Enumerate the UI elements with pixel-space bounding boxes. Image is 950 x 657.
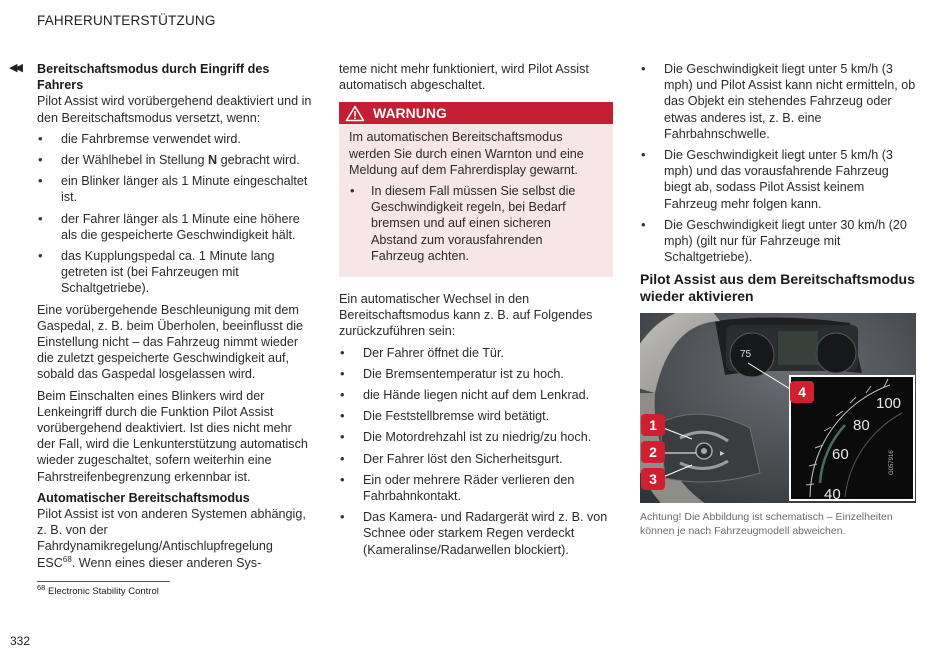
warning-text: Im automatischen Bereitschaftsmodus werden Sie durch einen Warnton und eine Meldung auf dem Fahrerdisplay gewarnt. — [349, 130, 584, 177]
warning-title: WARNUNG — [373, 105, 447, 122]
list-item: • Die Geschwindigkeit liegt unter 5 km/h (3 mph) und Pilot Assist kann nicht ermitteln, ob das Objekt ein stehendes Fahrzeug oder etwas anderes ist, z. B. eine Fahrbahnschwelle. — [640, 61, 916, 142]
auto-switch-paragraph: Ein automatischer Wechsel in den Bereitschaftsmodus kann z. B. auf Folgendes zurückzuführen sein: — [339, 292, 593, 339]
speed-label-40: 40 — [824, 486, 841, 504]
figure-caption: Achtung! Die Abbildung ist schematisch – Einzelheiten können je nach Fahrzeugmodell abweichen. — [640, 511, 893, 537]
auto-switch-list — [339, 345, 613, 558]
esc-text-end: . Wenn eines dieser anderen Sys- — [71, 555, 262, 570]
list-item: • Ein oder mehrere Räder verlieren den Fahrbahnkontakt. — [339, 472, 613, 504]
marker-2: 2 — [649, 444, 657, 461]
standby-conditions-list — [37, 131, 313, 297]
warning-box — [339, 102, 613, 277]
warning-triangle-icon — [345, 105, 365, 122]
speed-label-60: 60 — [832, 446, 849, 464]
steering-wheel-figure — [640, 313, 916, 503]
speed-label-100: 100 — [876, 395, 902, 413]
list-item: • In diesem Fall müssen Sie selbst die Geschwindigkeit regeln, bei Bedarf bremsen und auf einen sicheren Abstand zum vorausfahrenden Fahrzeug achten. — [349, 183, 593, 264]
column-1 — [37, 61, 313, 576]
intro-paragraph: Pilot Assist wird vorübergehend deaktiviert und in den Bereitschaftsmodus versetzt, wenn: — [37, 94, 312, 125]
heading-reactivate: Pilot Assist aus dem Bereitschaftsmodus wieder aktivieren — [640, 271, 915, 305]
column-2 — [339, 61, 613, 563]
footnote-number: 68 — [37, 582, 46, 592]
blinker-paragraph: Beim Einschalten eines Blinkers wird der Lenkeingriff durch die Funktion Pilot Assist vorübergehend deaktiviert. Ist dies nicht mehr der Fall, wird die Lenkunterstützung automatisch wieder zugeschaltet, sofern weiterhin eine Fahrstreifenbegrenzung erkennbar ist. — [37, 388, 308, 484]
column-3 — [640, 61, 916, 538]
page-number: 332 — [10, 634, 31, 648]
list-item: • Die Bremsentemperatur ist zu hoch. — [339, 366, 613, 382]
warning-list — [349, 183, 593, 264]
esc-text: Pilot Assist ist von anderen Systemen abhängig, z. B. von der Fahrdynamikregelung/Antischlupfregelung ESC — [37, 507, 306, 570]
list-item — [37, 131, 313, 147]
list-item: • Der Fahrer löst den Sicherheitsgurt. — [339, 451, 613, 467]
heading-automatic-standby: Automatischer Bereitschaftsmodus — [37, 490, 250, 505]
list-item — [37, 211, 313, 243]
footnote-divider — [37, 581, 170, 582]
list-item: • Der Fahrer öffnet die Tür. — [339, 345, 613, 361]
list-item-text: der Fahrer länger als 1 Minute eine höhere als die gespeicherte Geschwindigkeit hält. — [61, 211, 300, 242]
footnote-text: Electronic Stability Control — [47, 586, 159, 597]
gear-position-n: N — [208, 153, 218, 168]
list-item-text: der Wählhebel in Stellung — [61, 153, 209, 168]
list-item-text: das Kupplungspedal ca. 1 Minute lang getreten ist (bei Fahrzeugen mit Schaltgetriebe). — [61, 249, 275, 296]
list-item: • Die Feststellbremse wird betätigt. — [339, 408, 613, 424]
heading-standby-driver: Bereitschaftsmodus durch Eingriff des Fahrers — [37, 62, 270, 93]
list-item: • Das Kamera- und Radargerät wird z. B. von Schnee oder starkem Regen verdeckt (Kameralinse/Radarwellen blockiert). — [339, 509, 613, 558]
list-item-text: die Fahrbremse verwendet wird. — [61, 131, 241, 146]
list-item — [37, 152, 313, 168]
figure-code: G057916 — [889, 450, 895, 476]
speed-conditions-list — [640, 61, 916, 265]
marker-1: 1 — [649, 417, 657, 434]
footnote-ref[interactable]: 68 — [62, 554, 72, 564]
warning-body — [339, 124, 613, 277]
acceleration-paragraph: Eine vorübergehende Beschleunigung mit dem Gaspedal, z. B. beim Überholen, beeinflusst die Einstellung nicht – das Fahrzeug nimmt wieder die zuletzt gespeicherte Geschwindigkeit auf, sobald das Gaspedal losgelassen wird. — [37, 302, 304, 382]
esc-paragraph — [37, 506, 313, 571]
list-item — [37, 248, 313, 297]
warning-header — [339, 102, 613, 124]
list-item: • Die Motordrehzahl ist zu niedrig/zu hoch. — [339, 429, 613, 445]
continuation-paragraph: teme nicht mehr funktioniert, wird Pilot Assist automatisch abgeschaltet. — [339, 62, 589, 93]
marker-4: 4 — [798, 384, 806, 401]
list-item — [37, 173, 313, 205]
svg-text:▶: ▶ — [720, 451, 725, 458]
section-header: FAHRERUNTERSTÜTZUNG — [37, 13, 216, 28]
list-item-text: gebracht wird. — [217, 153, 300, 168]
list-item: • Die Geschwindigkeit liegt unter 30 km/h (20 mph) (gilt nur für Fahrzeuge mit Schaltgetriebe). — [640, 217, 916, 266]
list-item: • Die Geschwindigkeit liegt unter 5 km/h (3 mph) und das vorausfahrende Fahrzeug biegt ab, sodass Pilot Assist keinem Fahrzeug mehr folgen kann. — [640, 147, 916, 212]
list-item-text: ein Blinker länger als 1 Minute eingeschaltet ist. — [61, 174, 308, 205]
list-item: • die Hände liegen nicht auf dem Lenkrad. — [339, 387, 613, 403]
back-arrow-icon[interactable]: ◀◀ — [9, 62, 20, 74]
steering-wheel-illustration — [640, 313, 916, 503]
marker-3: 3 — [649, 471, 657, 488]
speed-label-80: 80 — [853, 417, 870, 435]
footnote — [37, 582, 159, 597]
cluster-speed: 75 — [740, 349, 752, 361]
